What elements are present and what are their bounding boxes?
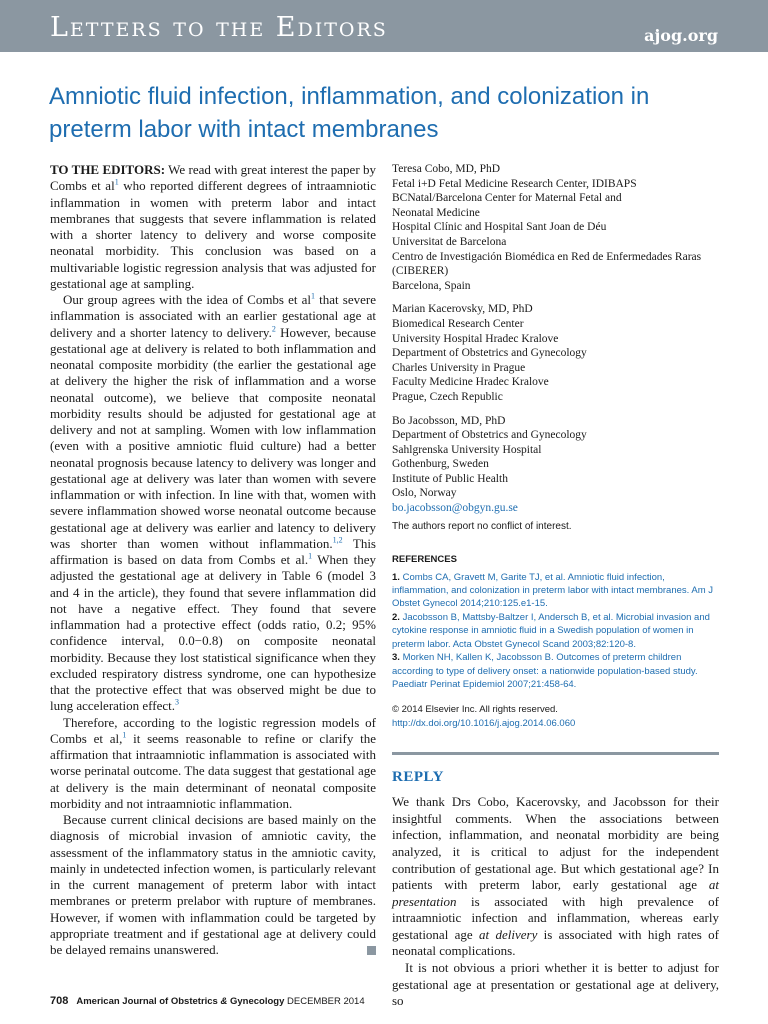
letter-paragraph-2: Our group agrees with the idea of Combs et al$^1$ that severe inflammation is associated with an earlier gestational age at delivery and a shorter latency to delivery.$^2$ However, because gestational age at delivery is related to both inflammation and neonatal composite morbidity (the earlier the gestational age at delivery the higher the risk of inflammation and a worse neonatal outcome), we believe that composite neonatal morbidity results should be adjusted for gestational age at delivery and not at sampling. Women with low inflammation (even with a positive amniotic fluid culture) had a better neonatal prognosis because latency to delivery was longer and gestational age at delivery was later than women with severe inflammation or with infection. In line with that, women with severe inflammation showed worse neonatal outcome because gestational age at delivery was earlier and latency to delivery was shorter than women without inflammation.$^{1,2}$ This affirmation is based on data from Combs et al.$^1$ When they adjusted the gestational age at delivery in Table 6 (model 3 and 4 in the article), they found that severe inflammation did not have a negative effect. They found that severe inflammation had a protective effect (odds ratio, 0.2; 95% confidence interval, 0.0−0.8) on composite neonatal morbidity. Because they lost statistical significance when they excluded respiratory distress syndrome, one can hypothesize that the protective effect that was observed might be due to lung acceleration effect.$^3$ bbox=[50, 291, 376, 714]
letter-paragraph-3: Therefore, according to the logistic regression models of Combs et al,$^1$ it seems reasonable to refine or clarify the affirmation that intraamniotic inflammation is associated with worse perinatal outcome. The data suggest that gestational age at delivery is the main determinant of neonatal composite morbidity and not intraamniotic inflammation. bbox=[50, 714, 376, 811]
reply-paragraph-2: It is not obvious a priori whether it is better to adjust for gestational age at presentation or gestational age at delivery, so bbox=[392, 960, 719, 1009]
right-column bbox=[392, 162, 719, 1010]
letter-paragraph-1: TO THE EDITORS: We read with great interest the paper by Combs et al$^1$ who reported different degrees of intraamniotic inflammation in women with preterm labor and intact membranes that suggests that severe inflammation is related with a shorter latency to delivery and worse composite neonatal morbidity. This conclusion was based on a multivariable logistic regression analysis that was adjusted for gestational age at sampling. bbox=[50, 162, 376, 291]
reference-item-1[interactable]: 1. Combs CA, Gravett M, Garite TJ, et al. Amniotic fluid infection, inflammation, and colonization in preterm labor with intact membranes. Am J Obstet Gynecol 2014;210:125.e1-15. bbox=[392, 571, 714, 610]
reference-item-2[interactable]: 2. Jacobsson B, Mattsby-Baltzer I, Andersch B, et al. Microbial invasion and cytokine response in amniotic fluid in a Swedish population of women in preterm labor. Acta Obstet Gynecol Scand 2003;82:120-8. bbox=[392, 611, 710, 650]
citation-link[interactable]: 1,2 bbox=[332, 535, 343, 545]
citation-link[interactable]: 2 bbox=[271, 324, 276, 334]
journal-name: American Journal of Obstetrics & Gynecology bbox=[76, 996, 285, 1007]
section-title: Letters to the Editors bbox=[50, 12, 388, 43]
citation-link[interactable]: 1 bbox=[311, 291, 316, 301]
citation-link[interactable]: 3 bbox=[175, 697, 179, 707]
doi-link[interactable]: http://dx.doi.org/10.1016/j.ajog.2014.06.060 bbox=[392, 717, 576, 729]
letter-lead: TO THE EDITORS: bbox=[50, 162, 166, 177]
citation-link[interactable]: 1 bbox=[122, 730, 127, 740]
reply-body bbox=[392, 794, 719, 1010]
issue-date: DECEMBER 2014 bbox=[284, 996, 365, 1007]
letter-paragraph-4: Because current clinical decisions are based mainly on the diagnosis of microbial invasion of amniotic cavity, the assessment of the inflammatory status in the amniotic cavity, mainly in undetected infection women, is particularly relevant in the current management of preterm labor with intact membranes or preterm prelabor with rupture of membranes. However, if women with inflammation could be targeted by appropriate treatment and if gestational age at delivery could be delayed remains unanswered. bbox=[50, 812, 376, 957]
page-footer bbox=[50, 995, 365, 1007]
reference-item-3[interactable]: 3. Morken NH, Kallen K, Jacobsson B. Outcomes of preterm children according to type of delivery onset: a nationwide population-based study. Paediatr Perinat Epidemiol 2007;21:458-64. bbox=[392, 652, 698, 690]
references-heading: REFERENCES bbox=[392, 553, 457, 565]
section-banner bbox=[0, 0, 768, 52]
article-title: Amniotic fluid infection, inflammation, and colonization in preterm labor with intact membranes bbox=[49, 83, 650, 143]
copyright-line: © 2014 Elsevier Inc. All rights reserved. http://dx.doi.org/10.1016/j.ajog.2014.06.060 bbox=[392, 704, 576, 729]
citation-link[interactable]: 1 bbox=[114, 177, 119, 187]
author-block-2: Marian Kacerovsky, MD, PhD Biomedical Research Center University Hospital Hradec Kralove Department of Obstetrics and Gynecology Charles University in Prague Faculty Medicine Hradec Kralove Prague, Czech Republic bbox=[392, 303, 587, 403]
author-block-3: Bo Jacobsson, MD, PhD Department of Obstetrics and Gynecology Sahlgrenska University Hospital Gothenburg, Sweden Institute of Public Health Oslo, Norway bo.jacobsson@obgyn.gu.se bbox=[392, 414, 719, 516]
letter-body bbox=[50, 162, 376, 958]
section-divider bbox=[392, 752, 719, 755]
end-of-article-icon bbox=[367, 946, 376, 955]
reply-heading: REPLY bbox=[392, 769, 444, 786]
author-email-link[interactable]: bo.jacobsson@obgyn.gu.se bbox=[392, 502, 518, 515]
journal-url[interactable]: ajog.org bbox=[644, 26, 718, 45]
citation-link[interactable]: 1 bbox=[308, 551, 313, 561]
page-number: 708 bbox=[50, 995, 69, 1007]
author-block-1: Teresa Cobo, MD, PhD Fetal i+D Fetal Medicine Research Center, IDIBAPS BCNatal/Barcelona Center for Maternal Fetal and Neonatal Medicine Hospital Clínic and Hospital Sant Joan de Déu Universitat de Barcelona Centro de Investigación Biomédica en Red de Enfermedades Raras (CIBERER) Barcelona, Spain bbox=[392, 163, 702, 292]
conflict-statement: The authors report no conflict of interest. bbox=[392, 520, 572, 532]
reply-paragraph-1: We thank Drs Cobo, Kacerovsky, and Jacobsson for their insightful comments. When the associations between infection, inflammation, and neonatal morbidity are being analyzed, it is critical to adjust for the independent contribution of gestational age. But which gestational age? In patients with preterm labor, early gestational age at presentation is associated with high prevalence of intraamniotic infection and inflammation, whereas early gestational age at delivery is associated with high rates of neonatal complications. bbox=[392, 794, 720, 959]
